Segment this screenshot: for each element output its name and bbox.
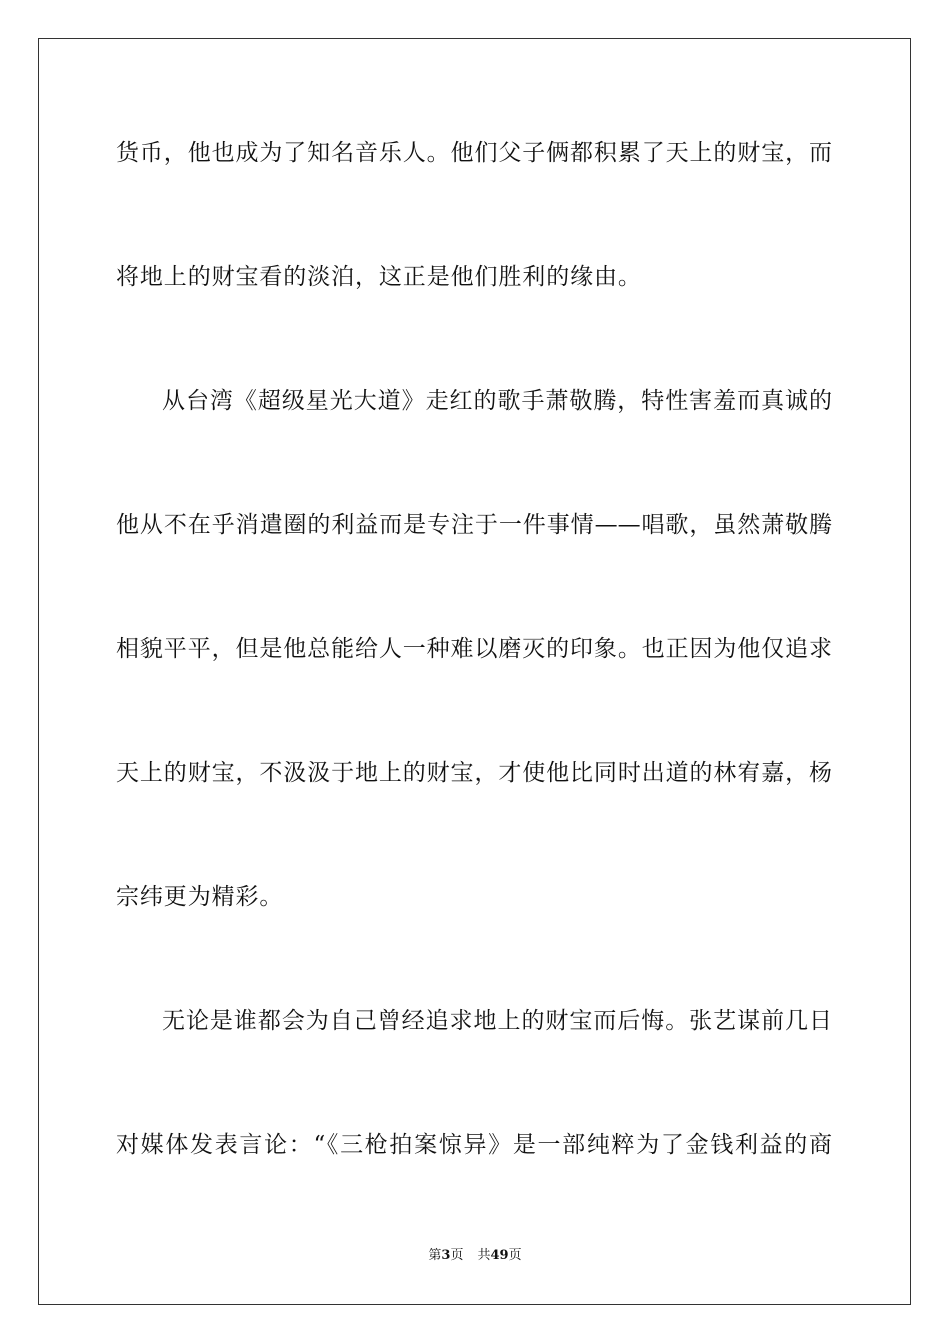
total-suffix: 页 [508,1248,522,1263]
body-line: 对媒体发表言论：“《三枪拍案惊异》是一部纯粹为了金钱利益的商 [116,1132,832,1158]
page-number: 3 [441,1248,451,1263]
body-line: 宗纬更为精彩。 [116,884,284,910]
page-suffix: 页 [450,1248,464,1263]
page-prefix: 第 [428,1248,442,1263]
total-pages: 49 [490,1248,509,1263]
body-line: 天上的财宝，不汲汲于地上的财宝，才使他比同时出道的林宥嘉，杨 [116,760,832,786]
total-prefix: 共 [477,1248,491,1263]
body-line: 无论是谁都会为自己曾经追求地上的财宝而后悔。张艺谋前几日 [162,1008,832,1034]
body-line: 从台湾《超级星光大道》走红的歌手萧敬腾，特性害羞而真诚的 [162,388,832,414]
page-footer [0,1247,950,1265]
body-line: 他从不在乎消遣圈的利益而是专注于一件事情——唱歌，虽然萧敬腾 [116,512,832,538]
page-border [38,38,911,1305]
body-line: 相貌平平，但是他总能给人一种难以磨灭的印象。也正因为他仅追求 [116,636,832,662]
body-line: 将地上的财宝看的淡泊，这正是他们胜利的缘由。 [116,264,642,290]
body-line: 货币，他也成为了知名音乐人。他们父子俩都积累了天上的财宝，而 [116,140,832,166]
